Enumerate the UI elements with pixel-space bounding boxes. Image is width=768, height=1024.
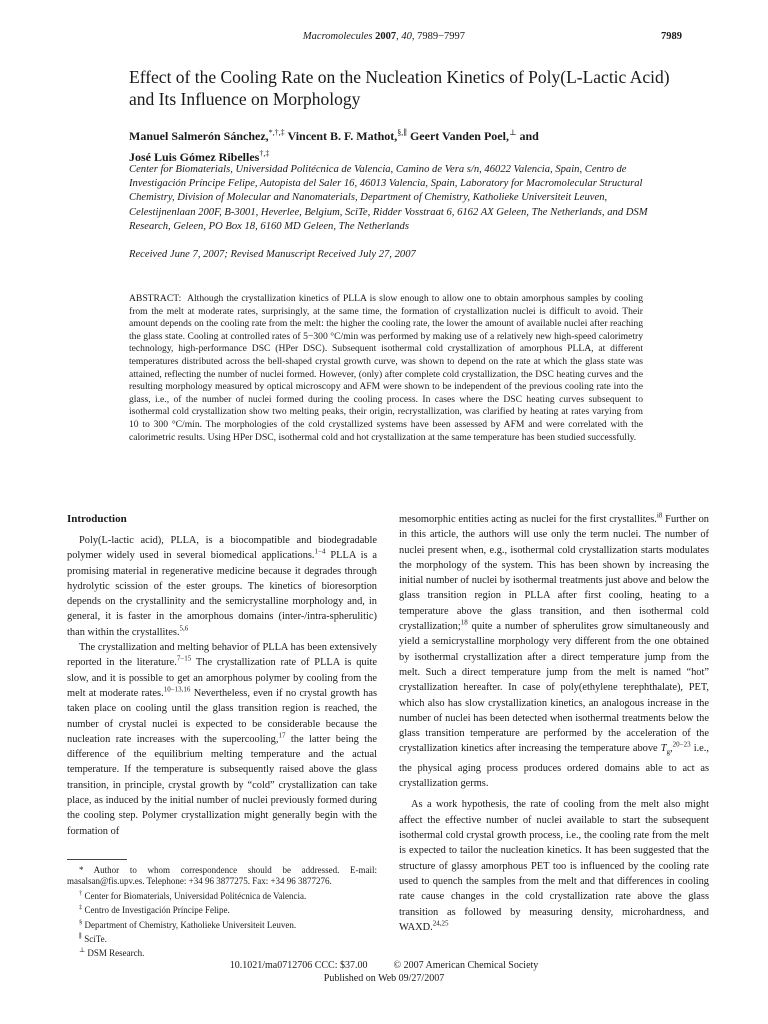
citation-ref[interactable]: 10−13,16 [163,685,191,694]
footnote-text: SciTe. [82,934,107,945]
paragraph [67,533,377,640]
page-number: 7989 [661,31,682,42]
author-name: José Luis Gómez Ribelles [129,150,260,164]
journal-volume: 40 [401,31,412,42]
abstract-text: Although the crystallization kinetics of PLLA is slow enough to allow one to obtain amorphous samples by cooling from the melt at moderate rates, surprisingly, at the same time, the formation of crystallization nuclei is difficult to avoid. Their amount depends on the cooling rate from the melt: the higher the cooling rate, the lower the amount of available nuclei after reaching the glass state. Cooling at controlled rates of 5−300 °C/min was performed by making use of a relatively new high-speed calorimetry technology, high-performance DSC (HPer DSC). Subsequent isothermal cold crystallization of amorphous PLLA, at different temperatures distributed across the bell-shaped crystal growth curve, was shown to depend on the rate at which the glass state was attained, reflecting the number of nuclei formed. However, (only) after complete cold crystallization, the DSC heating curves and the resulting morphology measured by optical microscopy and AFM were shown to be independent of the previous cooling rate into the glass, i.e., of the number of nuclei formed during the cooling process. In cases where the DSC heating curves subsequent to isothermal cold crystallization show two melting peaks, their origin, recrystallization, was clarified by heating at rates varying from 10 to 300 °C/min. The morphologies of the cold crystallized systems have been assessed by AFM and were correlated with the calorimetric results. Using HPer DSC, isothermal cold and hot crystallization at the same temperature has been studied successfully. [129,293,643,443]
doi-line: 10.1021/ma0712706 CCC: $37.00 [229,960,368,971]
footnotes [67,865,377,960]
text-run: As a work hypothesis, the rate of cooling from the melt also might affect the effective number of nuclei available to start the subsequent isothermal cold crystal growth process, i.e., the cooling rate from the melt is expected to tailor the nucleation kinetics. It has been suggested that the structure of glassy amorphous PET too is influenced by the cooling rate used to quench the samples from the melt and that differences in cooling rate cause changes in the cold crystallization rate above the glass transition as followed by measuring density, microhardness, and WAXD. [399,799,709,933]
paragraph [399,797,709,935]
published-line: Published on Web 09/27/2007 [323,973,445,984]
article-title: Effect of the Cooling Rate on the Nucleation Kinetics of Poly(L-Lactic Acid) and Its Influence on Morphology [129,67,670,109]
footnote-item [67,945,377,959]
author-name: Manuel Salmerón Sánchez, [129,129,269,143]
footnote-text: Center for Biomaterials, Universidad Politécnica de Valencia. [82,890,307,901]
text-run: The crystallization and melting behavior of PLLA has been extensively reported in the literature. [67,642,377,669]
abstract [129,293,643,444]
author-name: Vincent B. F. Mathot, [287,129,398,143]
citation-ref[interactable]: 20−23 [672,740,691,749]
footnote-mark: ⊥ [79,947,86,955]
running-header [0,31,768,47]
footnote-text: Centro de Investigación Príncipe Felipe. [82,905,230,916]
citation-ref[interactable]: 24,25 [432,919,449,928]
text-run: mesomorphic entities acting as nuclei for the first crystallites. [399,514,657,525]
author-marks: §,∥ [397,128,407,137]
right-column [399,512,709,935]
paragraph [67,640,377,839]
author-marks: †,‡ [259,149,270,158]
citation-ref[interactable]: 1−4 [314,547,326,556]
text-run: PLLA is a promising material in regenerative medicine because it degrades through hydrolytic scission of the ester groups. The kinetics of bioresorption depends on the crystallinity and the semicrystalline morphology and, in general, it is faster in the amorphous domains (inter-/intra-spherulitic) than within the crystallites. [67,550,377,638]
text-run: i.e., the physical aging process produces ordered domains able to act as crystallization germs. [399,743,709,790]
footnote-corresponding: * Author to whom correspondence should be addressed. E-mail: masalsan@fis.upv.es. Telephone: +34 96 3877275. Fax: +34 96 3877276. [67,865,377,887]
text-run: Further on in this article, the authors will use only the term nuclei. The number of nuclei present when, e.g., isothermal cold crystallization starts modulates the morphology of the system. This has been shown by increasing the initial number of nuclei by isothermal treatments just above and below the glass transition region in PLLA after first cooling, heating to a temperature above the glass transition, and then isothermal cold crystallization; [399,514,709,633]
journal-year: 2007 [375,31,397,42]
text-run: quite a number of spherulites grow simultaneously and yield a semicrystalline morphology very different from the one obtained by isothermal crystallization after a direct temperature jump from the melt. Such a direct temperature jump from the melt is named “hot” crystallization hereafter. In case of poly(ethylene terephthalate), PET, which also has slow crystallization kinetics, an analogous increase in the number of nuclei has been detected when isothermal treatments below the glass transition temperature are performed by the acceleration of the crystallization kinetics after increasing the temperature above [399,621,709,755]
text-run: the latter being the difference of the equilibrium melting temperature and the actual temperature. If the temperature is subsequently raised above the glass transition, in principle, crystal growth by “cold” crystallization can take place, as induced by the initial number of nuclei previously formed during the cooling step. Polymer crystallization might generally begin with the formation of [67,733,377,837]
left-column [67,512,377,839]
text-run: Poly( [79,535,102,546]
citation-ref[interactable]: i8 [656,511,663,520]
page-footer [0,959,768,985]
footnote-mark: § [79,918,83,926]
footnote-item [67,902,377,916]
footnote-mark: † [79,889,83,897]
footnote-divider [67,859,127,860]
journal-name: Macromolecules [302,31,373,42]
affiliations: Center for Biomaterials, Universidad Politécnica de Valencia, Camino de Vera s/n, 46022 Valencia, Spain, Centro de Investigación Príncipe Felipe, Autopista del Saler 16, 46013 Valencia, Spain, Laboratory for Macromolecular Structural Chemistry, Division of Molecular and Nanomaterials, Department of Chemistry, Katholieke Universiteit Leuven, Celestijnenlaan 200F, B-3001, Heverlee, Belgium, SciTe, Ridder Vosstraat 6, 6162 AX Geleen, The Netherlands, and DSM Research, Geleen, PO Box 18, 6160 MD Geleen, The Netherlands [129,164,648,232]
symbol-tg: T [660,743,667,755]
text-run: -lactic acid), PLLA, is a biocompatible and biodegradable polymer widely used in several biomedical applications. [67,535,377,562]
author-name: Geert Vanden Poel, [409,129,509,143]
citation-ref[interactable]: 17 [278,731,286,740]
footnote-item [67,931,377,945]
footnote-item [67,888,377,902]
footnote-mark: ∥ [79,933,83,941]
citation-ref[interactable]: 18 [460,618,468,627]
text-run: L [101,535,108,546]
abstract-label: ABSTRACT: [129,293,182,304]
citation-ref[interactable]: 5,6 [179,624,189,633]
section-heading: Introduction [67,513,127,525]
text-run: The crystallization rate of PLLA is quite slow, and it is possible to get an amorphous polymer by cooling from the melt at moderate rates. [67,657,377,699]
text-run: Nevertheless, even if no crystal growth has taken place on cooling until the glass transition region is reached, the number of crystal nuclei is expected to be considerable because the nucleation rate increases with the supercooling, [67,687,377,745]
symbol-subscript: g [666,748,671,757]
footnote-item [67,917,377,931]
footnote-mark: ‡ [79,904,83,912]
author-marks: ⊥ [508,128,517,137]
paragraph: mesomorphic entities acting as nuclei for the first crystallites.$^{i8}$ Further on in this article, the authors will use only the term nuclei. The number of nuclei present when, e.g., isothermal cold crystallization starts modulates the morphology of the system. This has been shown by increasing the initial number of nuclei by isothermal treatments just above and below the glass transition region in PLLA after first cooling, heating to a temperature above the glass transition, and then isothermal cold crystallization;$^{18}$ quite a number of spherulites grow simultaneously and yield a semicrystalline morphology very different from the one obtained by isothermal crystallization after a direct temperature jump from the melt. Such a direct temperature jump from the melt is named “hot” crystallization hereafter. In case of poly(ethylene terephthalate), PET, which also has slow crystallization kinetics, an analogous increase in the number of nuclei has been detected when isothermal treatments below the glass transition temperature are performed by the acceleration of the crystallization kinetics after increasing the temperature above $T_g,^{20-23}$ i.e., the physical aging process produces ordered domains able to act as crystallization germs. [399,511,709,790]
author-list [129,124,689,166]
journal-citation: Macromolecules 2007, 40, 7989−7997 [302,31,466,42]
footnote-text: DSM Research. [85,948,145,959]
author-conjunction: and [519,129,539,143]
received-dates: Received June 7, 2007; Revised Manuscript Received July 27, 2007 [129,249,416,260]
author-marks: *,†,‡ [268,128,285,137]
citation-ref[interactable]: 7−15 [176,654,192,663]
journal-pages: 7989−7997 [417,31,466,42]
copyright-line: © 2007 American Chemical Society [393,960,539,971]
footnote-text: Department of Chemistry, Katholieke Universiteit Leuven. [82,919,297,930]
